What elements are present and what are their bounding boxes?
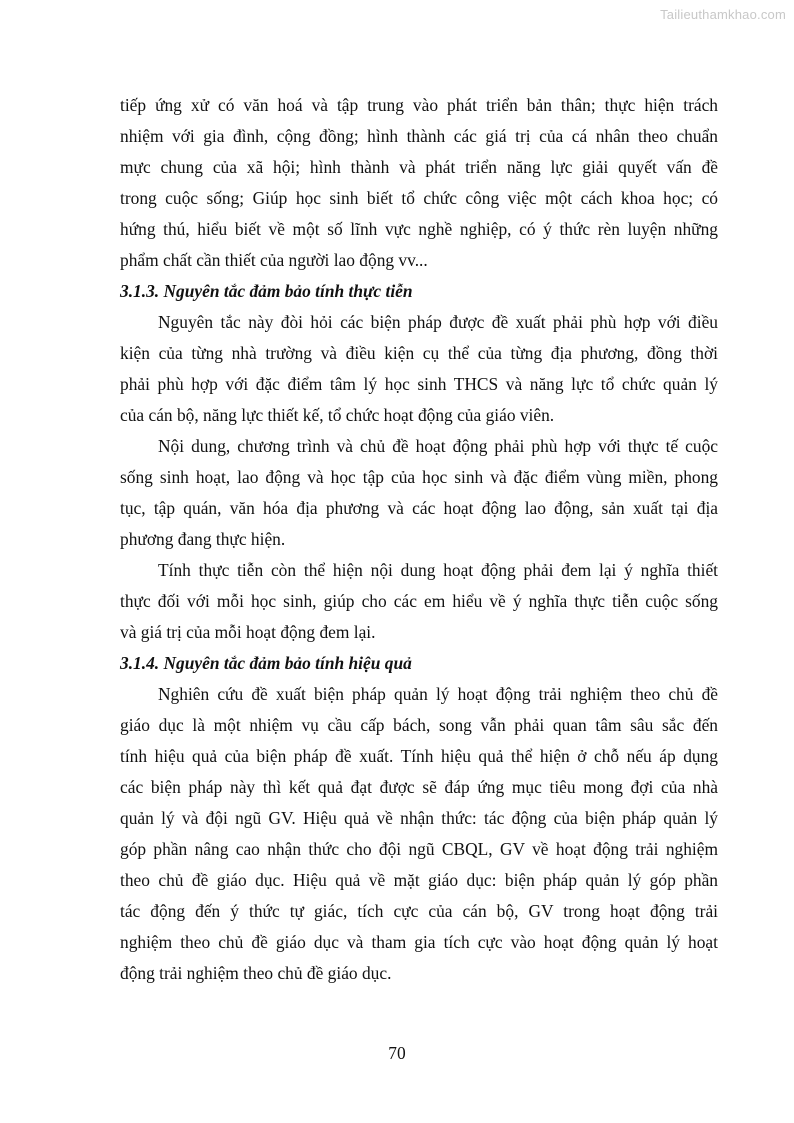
paragraph <box>120 679 718 989</box>
text-line: Tính thực tiễn còn thể hiện nội dung hoạt động phải đem lại ý nghĩa thiết <box>158 560 718 580</box>
paragraph <box>120 90 718 276</box>
paragraph <box>120 431 718 555</box>
text-line: góp phần nâng cao nhận thức cho đội ngũ CBQL, GV về hoạt động trải nghiệm <box>120 839 718 859</box>
text-line: Nghiên cứu đề xuất biện pháp quản lý hoạt động trải nghiệm theo chủ đề <box>158 684 718 704</box>
paragraph <box>120 555 718 648</box>
paragraph <box>120 307 718 431</box>
text-line: và giá trị của mỗi hoạt động đem lại. <box>120 622 376 642</box>
text-line: mực chung của xã hội; hình thành và phát triển năng lực giải quyết vấn đề <box>120 157 718 177</box>
text-line: hứng thú, hiểu biết về một số lĩnh vực nghề nghiệp, có ý thức rèn luyện những <box>120 219 718 239</box>
watermark-text: Tailieuthamkhao.com <box>660 7 786 22</box>
text-line: sống sinh hoạt, lao động và học tập của học sinh và đặc điểm vùng miền, phong <box>120 467 718 487</box>
text-line: tính hiệu quả của biện pháp đề xuất. Tính hiệu quả thể hiện ở chỗ nếu áp dụng <box>120 746 718 766</box>
text-line: Nguyên tắc này đòi hỏi các biện pháp được đề xuất phải phù hợp với điều <box>158 312 718 332</box>
text-line: phẩm chất cần thiết của người lao động vv... <box>120 250 428 270</box>
text-line: các biện pháp này thì kết quả đạt được sẽ đáp ứng mục tiêu mong đợi của nhà <box>120 777 718 797</box>
text-line: nhiệm với gia đình, cộng đồng; hình thành các giá trị của cá nhân theo chuẩn <box>120 126 718 146</box>
text-line: động trải nghiệm theo chủ đề giáo dục. <box>120 963 392 983</box>
text-line: phải phù hợp với đặc điểm tâm lý học sinh THCS và năng lực tổ chức quản lý <box>120 374 718 394</box>
text-line: của cán bộ, năng lực thiết kế, tổ chức hoạt động của giáo viên. <box>120 405 555 425</box>
text-line: quản lý và đội ngũ GV. Hiệu quả về nhận thức: tác động của biện pháp quản lý <box>120 808 718 828</box>
text-line: Nội dung, chương trình và chủ đề hoạt động phải phù hợp với thực tế cuộc <box>158 436 718 456</box>
page-number: 70 <box>388 1043 406 1063</box>
text-line: giáo dục là một nhiệm vụ cầu cấp bách, song vẫn phải quan tâm sâu sắc đến <box>120 715 718 735</box>
text-line: tác động đến ý thức tự giác, tích cực của cán bộ, GV trong hoạt động trải <box>120 901 718 921</box>
section-heading: 3.1.4. Nguyên tắc đảm bảo tính hiệu quả <box>120 653 412 673</box>
text-line: kiện của từng nhà trường và điều kiện cụ thể của từng địa phương, đồng thời <box>120 343 718 363</box>
text-line: tục, tập quán, văn hóa địa phương và các hoạt động lao động, sản xuất tại địa <box>120 498 718 518</box>
text-line: tiếp ứng xử có văn hoá và tập trung vào phát triển bản thân; thực hiện trách <box>120 95 718 115</box>
text-line: phương đang thực hiện. <box>120 529 286 549</box>
text-line: nghiệm theo chủ đề giáo dục và tham gia tích cực vào hoạt động quản lý hoạt <box>120 932 718 952</box>
text-line: theo chủ đề giáo dục. Hiệu quả về mặt giáo dục: biện pháp quản lý góp phần <box>120 870 718 890</box>
section-heading: 3.1.3. Nguyên tắc đảm bảo tính thực tiễn <box>120 281 413 301</box>
document-body <box>120 90 718 989</box>
text-line: thực đối với mỗi học sinh, giúp cho các em hiểu về ý nghĩa thực tiễn cuộc sống <box>120 591 718 611</box>
text-line: trong cuộc sống; Giúp học sinh biết tổ chức công việc một cách khoa học; có <box>120 188 718 208</box>
